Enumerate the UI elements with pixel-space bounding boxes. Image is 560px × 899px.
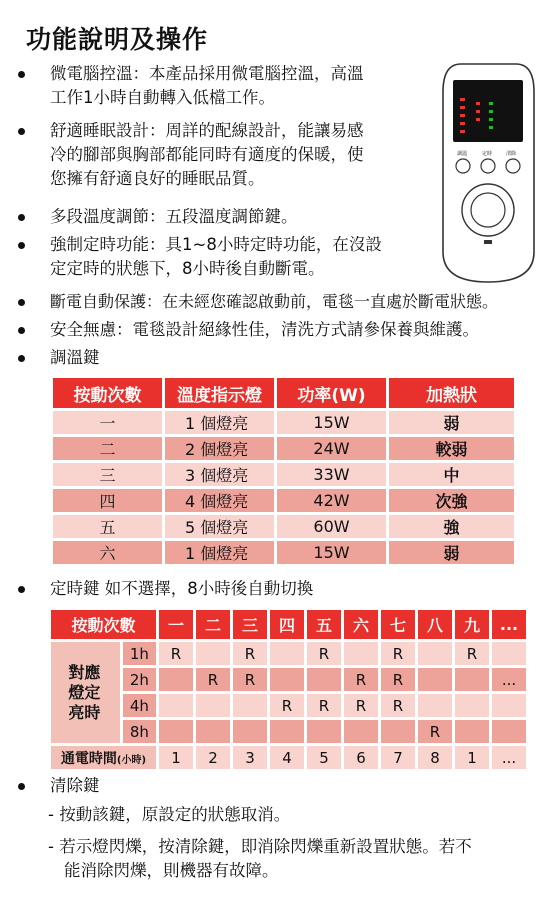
table-cell [492, 720, 526, 743]
table-cell: 次強 [389, 489, 514, 512]
table-cell: 2 個燈亮 [165, 437, 274, 460]
table-row [51, 668, 526, 691]
table-cell: 15W [277, 411, 386, 434]
timer-col-header: 四 [270, 610, 304, 639]
table-cell: ... [492, 668, 526, 691]
remote-clear-button [506, 159, 520, 173]
table-cell: 較弱 [389, 437, 514, 460]
table-cell: R [233, 668, 267, 691]
clear-item [48, 803, 290, 827]
hour-label: 4h [123, 694, 156, 717]
bullet-power-protect [18, 290, 498, 314]
hour-label: 1h [123, 642, 156, 665]
bullet-dot [18, 355, 25, 362]
clear-item-line: 能消除閃爍，則機器有故障。 [64, 861, 279, 880]
table-cell: 8 [418, 746, 452, 769]
timer-side-label [51, 642, 120, 743]
table-cell: 5 [307, 746, 341, 769]
table-cell: R [418, 720, 452, 743]
table-cell [418, 694, 452, 717]
bullet-sleep [18, 119, 364, 191]
table-cell [270, 720, 304, 743]
bullet-clear-key [18, 774, 100, 798]
table-row [53, 463, 514, 486]
table-cell: 三 [53, 463, 162, 486]
table-cell [233, 694, 267, 717]
table-cell [381, 720, 415, 743]
dash-mark: - [48, 837, 60, 856]
temp-table-header: 加熱狀 [389, 378, 514, 408]
bullet-microcomputer [18, 62, 364, 110]
hour-label: 2h [123, 668, 156, 691]
bullet-dot [18, 128, 25, 135]
clear-item [48, 835, 472, 883]
table-cell: R [270, 694, 304, 717]
table-cell: 6 [344, 746, 378, 769]
table-cell: R [381, 668, 415, 691]
table-cell: R [381, 642, 415, 665]
table-cell: 弱 [389, 541, 514, 564]
table-cell: 4 [270, 746, 304, 769]
remote-button-label: 定時 [482, 151, 493, 157]
table-cell [159, 668, 193, 691]
bullet-temp-key [18, 346, 100, 370]
table-cell: R [196, 668, 230, 691]
timer-col-header: ... [492, 610, 526, 639]
clear-item-line: 若示燈閃爍，按清除鍵，即消除閃爍重新設置狀態。若不 [59, 837, 472, 856]
table-cell [418, 668, 452, 691]
bullet-multistage [18, 205, 298, 229]
table-cell [159, 720, 193, 743]
bullet-dot [18, 214, 25, 221]
temp-table-header: 溫度指示燈 [165, 378, 274, 408]
table-cell [492, 642, 526, 665]
remote-temp-button [456, 159, 470, 173]
table-cell [159, 694, 193, 717]
table-cell: 1 個燈亮 [165, 541, 274, 564]
table-cell: 7 [381, 746, 415, 769]
bullet-line: 冷的腳部與胸部都能同時有適度的保暖，使 [50, 145, 364, 164]
timer-col-header: 八 [418, 610, 452, 639]
table-row [53, 541, 514, 564]
timer-col-header: 七 [381, 610, 415, 639]
table-cell: 1 [159, 746, 193, 769]
timer-col-header: 六 [344, 610, 378, 639]
table-row [51, 720, 526, 743]
bullet-line: 微電腦控溫：本產品採用微電腦控溫，高溫 [50, 64, 364, 83]
table-cell [233, 720, 267, 743]
table-cell [270, 668, 304, 691]
bullet-line: 工作1小時自動轉入低檔工作。 [50, 88, 275, 107]
table-cell: 2 [196, 746, 230, 769]
table-cell: 15W [277, 541, 386, 564]
bullet-timer-key [18, 577, 313, 601]
table-row [53, 515, 514, 538]
bullet-line: 定定時的狀態下，8小時後自動斷電。 [50, 259, 325, 278]
table-cell: 1 個燈亮 [165, 411, 274, 434]
table-cell: ... [492, 746, 526, 769]
table-cell [307, 720, 341, 743]
table-cell: R [307, 642, 341, 665]
table-cell: 3 個燈亮 [165, 463, 274, 486]
remote-timer-button [481, 159, 495, 173]
table-row [53, 437, 514, 460]
bullet-dot [18, 783, 25, 790]
table-cell [307, 668, 341, 691]
table-cell: R [455, 642, 489, 665]
bullet-dot [18, 242, 25, 249]
table-cell [344, 720, 378, 743]
bullet-dot [18, 586, 25, 593]
table-cell: R [344, 668, 378, 691]
temp-table-header: 功率(W) [277, 378, 386, 408]
table-row [53, 489, 514, 512]
table-cell: 24W [277, 437, 386, 460]
table-cell: R [159, 642, 193, 665]
table-cell: 強 [389, 515, 514, 538]
table-cell: 4 個燈亮 [165, 489, 274, 512]
timer-col-header: 九 [455, 610, 489, 639]
table-cell [196, 642, 230, 665]
hour-label: 8h [123, 720, 156, 743]
table-row [51, 746, 526, 769]
table-cell: 1 [455, 746, 489, 769]
table-cell [455, 694, 489, 717]
bullet-dot [18, 299, 25, 306]
table-cell [196, 720, 230, 743]
footer-unit: (小時) [116, 754, 147, 766]
table-cell: R [233, 642, 267, 665]
table-cell [344, 642, 378, 665]
table-cell: 5 個燈亮 [165, 515, 274, 538]
table-cell: 四 [53, 489, 162, 512]
footer-label-text: 通電時間 [60, 750, 117, 767]
temp-table-header: 按動次數 [53, 378, 162, 408]
bullet-line: 清除鍵 [50, 776, 100, 795]
bullet-line: 您擁有舒適良好的睡眠品質。 [50, 169, 265, 188]
table-row [51, 694, 526, 717]
bullet-dot [18, 327, 25, 334]
table-cell: 一 [53, 411, 162, 434]
timer-col-header: 一 [159, 610, 193, 639]
bullet-line: 斷電自動保護：在未經您確認啟動前，電毯一直處於斷電狀態。 [50, 292, 499, 311]
table-cell: 33W [277, 463, 386, 486]
bullet-line: 強制定時功能：具1~8小時定時功能，在沒設 [50, 235, 382, 254]
bullet-line: 多段溫度調節：五段溫度調節鍵。 [50, 207, 298, 226]
table-cell: 42W [277, 489, 386, 512]
table-cell: 二 [53, 437, 162, 460]
bullet-dot [18, 71, 25, 78]
remote-button-label: 清除 [506, 151, 517, 157]
table-cell [455, 720, 489, 743]
temperature-table [50, 375, 517, 567]
dash-mark: - [48, 805, 60, 824]
remote-control-illustration [441, 62, 536, 284]
bullet-line: 舒適睡眠設計：周詳的配線設計，能讓易感 [50, 121, 364, 140]
table-cell: 3 [233, 746, 267, 769]
bullet-line: 安全無慮：電毯設計絕緣性佳，清洗方式請參保養與維護。 [50, 320, 479, 339]
page-title: 功能說明及操作 [26, 25, 209, 54]
table-cell: 弱 [389, 411, 514, 434]
bullet-timer-force [18, 233, 382, 281]
timer-table [48, 607, 529, 772]
table-cell [455, 668, 489, 691]
bullet-safety [18, 318, 479, 342]
bullet-line: 調溫鍵 [50, 348, 100, 367]
timer-col-header: 二 [196, 610, 230, 639]
table-cell: 中 [389, 463, 514, 486]
table-cell: R [307, 694, 341, 717]
table-cell: 六 [53, 541, 162, 564]
timer-table-header: 按動次數 [51, 610, 156, 639]
table-cell [492, 694, 526, 717]
bullet-line: 定時鍵 如不選擇，8小時後自動切換 [50, 579, 314, 598]
table-cell: R [381, 694, 415, 717]
table-cell [196, 694, 230, 717]
table-cell: 五 [53, 515, 162, 538]
side-label-text: 對應燈定亮時 [68, 662, 101, 722]
table-cell [270, 642, 304, 665]
table-cell: 60W [277, 515, 386, 538]
table-row [51, 642, 526, 665]
timer-col-header: 五 [307, 610, 341, 639]
timer-col-header: 三 [233, 610, 267, 639]
table-row [53, 411, 514, 434]
remote-button-label: 調溫 [457, 151, 468, 157]
table-cell [418, 642, 452, 665]
clear-item-line: 按動該鍵，原設定的狀態取消。 [59, 805, 291, 824]
table-cell: R [344, 694, 378, 717]
power-time-label [51, 746, 156, 769]
